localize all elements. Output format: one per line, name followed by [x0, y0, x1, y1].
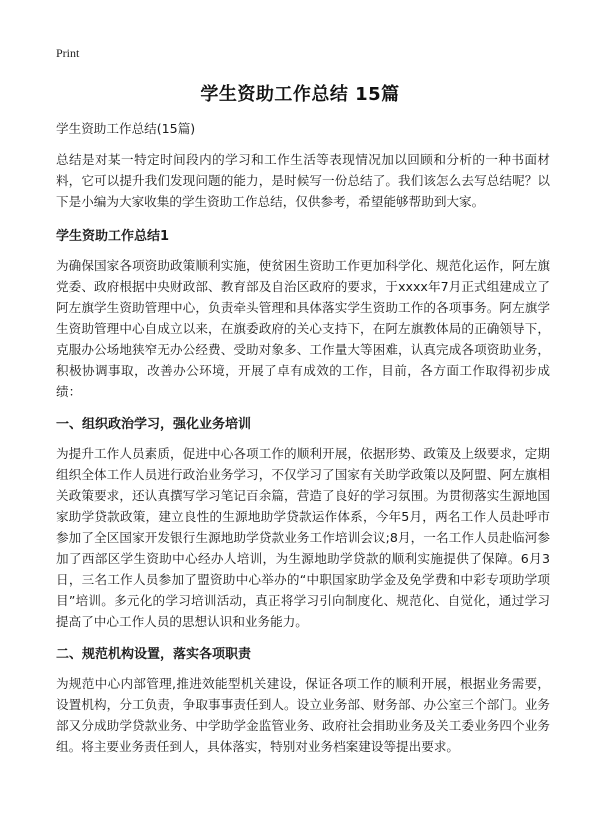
section-paragraph-2: 为规范中心内部管理,推进效能型机关建设，保证各项工作的顺利开展，根据业务需要，设置机构，分工负责，争取事事责任到人。设立业务部、财务部、办公室三个部门。业务部又分成助学贷款业务、中学助学金监管业务、政府社会捐助业务及关工委业务四个业务组。将主要业务责任到人，具体落实，特别对业务档案建设等提出要求。	[56, 676, 550, 754]
document-subtitle: 学生资助工作总结(15篇)	[56, 121, 196, 136]
article-heading: 学生资助工作总结1	[56, 229, 170, 244]
section-heading-2: 二、规范机构设置，落实各项职责	[56, 647, 252, 662]
section-heading-1: 一、组织政治学习，强化业务培训	[56, 417, 252, 432]
document-body	[56, 118, 550, 757]
print-label: Print	[56, 46, 80, 60]
page-title: 学生资助工作总结 15篇	[200, 84, 400, 105]
section-paragraph-1: 为提升工作人员素质，促进中心各项工作的顺利开展，依据形势、政策及上级要求，定期组织全体工作人员进行政治业务学习，不仅学习了国家有关助学政策以及阿盟、阿左旗相关政策要求，还认真撰写学习笔记百余篇，营造了良好的学习氛围。为贯彻落实生源地国家助学贷款政策，建立良性的生源地助学贷款运作体系，今年5月，两名工作人员赴呼市参加了全区国家开发银行生源地助学贷款业务工作培训会议;8月，一名工作人员赴临河参加了西部区学生资助中心经办人培训，为生源地助学贷款的顺利实施提供了保障。6月3日，三名工作人员参加了盟资助中心举办的“中职国家助学金及免学费和中彩专项助学项目”培训。多元化的学习培训活动，真正将学习引向制度化、规范化、自觉化，通过学习提高了中心工作人员的思想认识和业务能力。	[56, 446, 550, 629]
article-opening-paragraph: 为确保国家各项资助政策顺利实施，使贫困生资助工作更加科学化、规范化运作，阿左旗党委、政府根据中央财政部、教育部及自治区政府的要求，于xxxx年7月正式组建成立了阿左旗学生资助管理中心，负责牵头管理和具体落实学生资助工作的各项事务。阿左旗学生资助管理中心自成立以来，在旗委政府的关心支持下，在阿左旗教体局的正确领导下，克服办公场地狭窄无办公经费、受助对象多、工作量大等困难，认真完成各项资助业务，积极协调事取，改善办公环境，开展了卓有成效的工作，目前，各方面工作取得初步成绩：	[56, 258, 550, 399]
intro-paragraph: 总结是对某一特定时间段内的学习和工作生活等表现情况加以回顾和分析的一种书面材料，它可以提升我们发现问题的能力，是时候写一份总结了。我们该怎么去写总结呢？以下是小编为大家收集的学生资助工作总结，仅供参考，希望能够帮助到大家。	[56, 152, 550, 209]
